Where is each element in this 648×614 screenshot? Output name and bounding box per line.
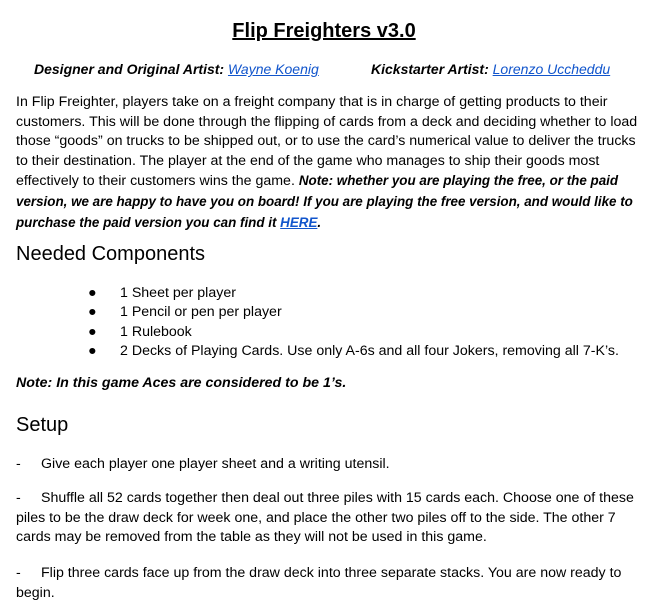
kickstarter-label: Kickstarter Artist: — [371, 61, 489, 77]
setup-step — [16, 564, 640, 603]
intro-note-text: Note: whether you are playing the free, or the paid version, we are happy to have you on board! If you are playing the free version, and would like to purchase the paid version you can find it — [16, 173, 633, 230]
designer-label: Designer and Original Artist: — [34, 61, 225, 77]
setup-step — [16, 455, 640, 475]
setup-step-text: Flip three cards face up from the draw deck into three separate stacks. You are now ready to begin. — [16, 565, 622, 601]
list-item — [0, 303, 648, 322]
list-item-text: 1 Rulebook — [120, 323, 192, 340]
components-list — [0, 284, 648, 361]
designer-credit — [34, 61, 319, 77]
intro-note-end: . — [317, 214, 322, 230]
kickstarter-link[interactable]: Lorenzo Uccheddu — [492, 61, 611, 77]
intro-paragraph — [16, 93, 640, 233]
list-item — [0, 342, 648, 361]
kickstarter-credit — [371, 61, 610, 77]
credits-line — [34, 61, 634, 77]
components-heading: Needed Components — [16, 243, 206, 265]
list-item — [0, 284, 648, 303]
bullet-icon: ● — [88, 342, 97, 359]
setup-step — [16, 489, 640, 548]
setup-step-text: Shuffle all 52 cards together then deal out three piles with 15 cards each. Choose one of these piles to be the draw deck for week one, and place the other two piles off to the side. The other 7 cards may be removed from the table as they will not be used in this game. — [16, 490, 634, 546]
setup-heading: Setup — [16, 414, 69, 436]
list-item-text: 1 Sheet per player — [120, 285, 236, 301]
document-title — [0, 20, 648, 43]
document-title-text: Flip Freighters v3.0 — [232, 20, 416, 42]
list-item-text: 2 Decks of Playing Cards. Use only A-6s and all four Jokers, removing all 7-K’s. — [120, 342, 619, 359]
bullet-icon: ● — [88, 304, 97, 321]
dash-marker: - — [16, 490, 21, 506]
aces-note: Note: In this game Aces are considered to be 1’s. — [16, 375, 347, 391]
list-item — [0, 323, 648, 342]
dash-marker: - — [16, 456, 21, 472]
setup-step-text: Give each player one player sheet and a writing utensil. — [41, 456, 390, 472]
dash-marker: - — [16, 565, 21, 581]
designer-link[interactable]: Wayne Koenig — [227, 61, 319, 77]
bullet-icon: ● — [88, 285, 97, 301]
purchase-link[interactable]: HERE — [280, 214, 318, 230]
bullet-icon: ● — [88, 323, 97, 340]
intro-text: In Flip Freighter, players take on a freight company that is in charge of getting products to their customers. This will be done through the flipping of cards from a deck and deciding whether to load those “goods” on trucks to be shipped out, or to use the card’s numerical value to deliver the trucks to their destination. The player at the end of the game who manages to ship their goods most effectively to their customers wins the game. — [16, 94, 638, 190]
list-item-text: 1 Pencil or pen per player — [120, 304, 282, 321]
